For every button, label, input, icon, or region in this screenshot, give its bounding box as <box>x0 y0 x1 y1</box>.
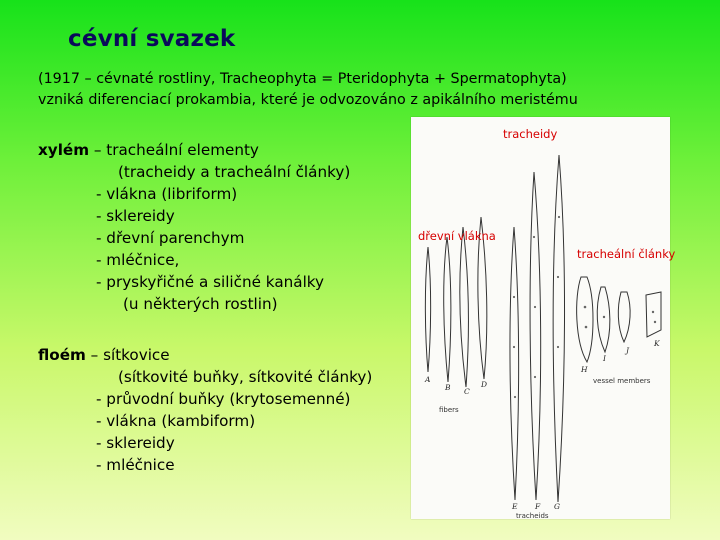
letter-d: D <box>481 380 488 389</box>
fiber-cell-c <box>460 227 469 387</box>
letter-k: K <box>654 339 660 348</box>
floem-section <box>38 344 372 476</box>
letter-a: A <box>425 375 431 384</box>
xylem-item: - vlákna (libriform) <box>96 185 238 203</box>
xylem-item: - dřevní parenchym <box>96 229 245 247</box>
xylem-sub: (tracheidy a tracheální články) <box>118 163 351 181</box>
letter-f: F <box>535 502 541 511</box>
xylem-heading-line <box>38 139 350 161</box>
caption-fibers: fibers <box>439 406 459 414</box>
letter-c: C <box>464 387 470 396</box>
tracheid-cell-e <box>510 227 519 500</box>
xylem-note: (u některých rostlin) <box>123 295 278 313</box>
floem-item: - průvodní buňky (krytosemenné) <box>96 390 351 408</box>
xylem-item: - sklereidy <box>96 207 175 225</box>
vessel-member-h <box>577 277 593 362</box>
floem-item: - vlákna (kambiform) <box>96 412 256 430</box>
vessel-member-i <box>597 287 610 352</box>
letter-e: E <box>512 502 518 511</box>
label-drevni-vlakna: dřevní vlákna <box>418 229 496 243</box>
xylem-cells-figure <box>411 117 670 519</box>
floem-item: - sklereidy <box>96 434 175 452</box>
letter-i: I <box>603 354 606 363</box>
xylem-cells-drawing <box>411 117 670 519</box>
caption-vessel-members: vessel members <box>593 377 651 385</box>
letter-j: J <box>626 346 630 355</box>
caption-tracheids: tracheids <box>516 512 549 519</box>
letter-g: G <box>554 502 560 511</box>
letter-h: H <box>581 365 588 374</box>
letter-b: B <box>445 383 451 392</box>
intro-text <box>38 69 718 111</box>
xylem-first: – tracheální elementy <box>89 141 259 159</box>
tracheid-cell-f <box>530 172 541 500</box>
intro-line-2: vzniká diferenciací prokambia, které je odvozováno z apikálního meristému <box>38 92 578 108</box>
xylem-section <box>38 139 350 315</box>
slide-title: cévní svazek <box>68 26 236 52</box>
fiber-cell-b <box>444 237 451 382</box>
label-trachealni-clanky: tracheální články <box>577 247 676 261</box>
floem-heading-line <box>38 344 372 366</box>
fiber-cell-a <box>425 247 430 372</box>
label-tracheidy: tracheidy <box>503 127 558 141</box>
xylem-item: - mléčnice, <box>96 251 180 269</box>
floem-item: - mléčnice <box>96 456 175 474</box>
vessel-member-k <box>646 292 661 337</box>
xylem-item: - pryskyřičné a siličné kanálky <box>96 273 325 291</box>
intro-line-1: (1917 – cévnaté rostliny, Tracheophyta = Pteridophyta + Spermatophyta) <box>38 71 567 87</box>
tracheid-cell-g <box>553 155 564 502</box>
floem-first: – sítkovice <box>85 346 170 364</box>
floem-heading: floém <box>38 346 86 364</box>
vessel-member-j <box>618 292 630 342</box>
floem-sub: (sítkovité buňky, sítkovité články) <box>118 368 373 386</box>
xylem-heading: xylém <box>38 141 90 159</box>
